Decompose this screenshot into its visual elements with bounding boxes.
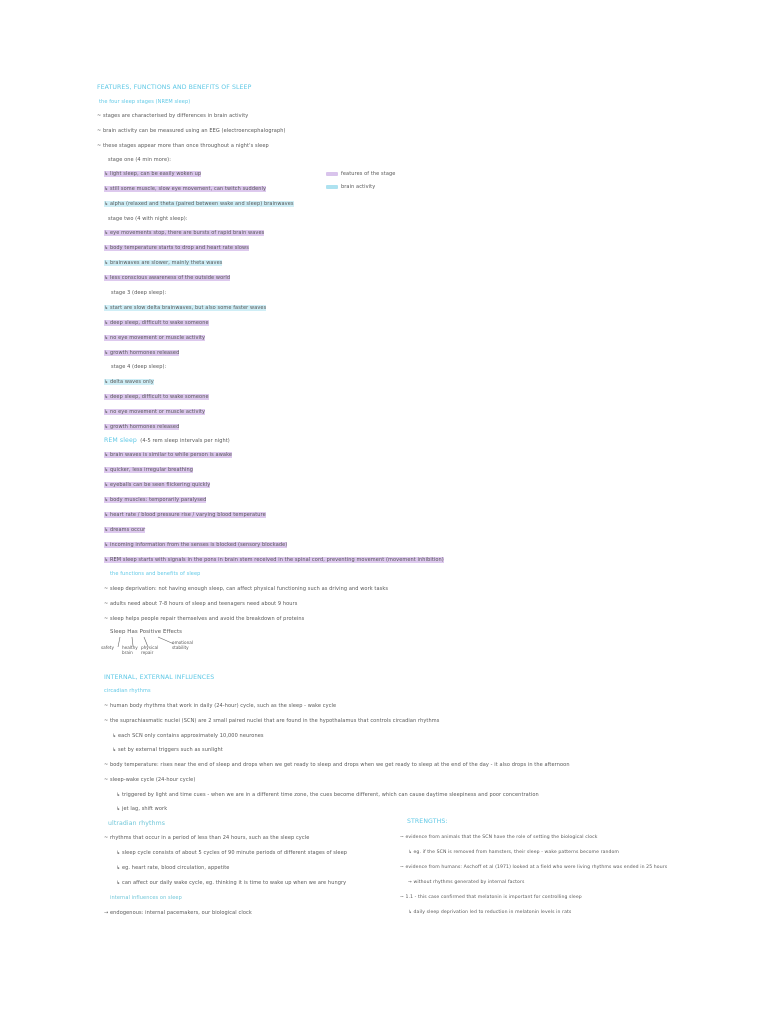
list-item: ↳ daily sleep deprivation led to reduction in melatonin levels in rats [408, 910, 572, 915]
highlight-feature: ↳ incoming information from the senses is blocked (sensory blockade) [104, 542, 288, 548]
highlight-feature: ↳ heart rate / blood pressure rise / varying blood temperature [104, 512, 266, 518]
highlight-feature: ↳ growth hormones released [104, 424, 180, 430]
list-item [104, 171, 201, 178]
list-item: ~ the suprachiasmatic nuclei (SCN) are 2 small paired nuclei that are found in the hypothalamus that controls circadian rhythms [104, 718, 440, 724]
list-item: ~ sleep-wake cycle (24-hour cycle) [104, 777, 196, 783]
list-item: ↳ jet lag, shift work [116, 806, 168, 812]
rem-note: (4-5 rem sleep intervals per night) [140, 438, 230, 444]
list-item [104, 260, 222, 267]
diagram-branch-brain: healthy brain [122, 645, 138, 655]
legend-swatch-brain [326, 185, 338, 189]
highlight-feature: ↳ quicker, less irregular breathing [104, 467, 193, 473]
list-item: ↳ set by external triggers such as sunlight [112, 747, 223, 753]
highlight-feature: ↳ deep sleep, difficult to wake someone [104, 394, 209, 400]
list-item: ↳ can affect our daily wake cycle, eg. thinking it is time to wake up when we are hungry [116, 880, 347, 886]
list-item: → without rhythms generated by internal factors [408, 880, 525, 885]
list-item [104, 320, 209, 327]
list-item: ~ rhythms that occur in a period of less than 24 hours, such as the sleep cycle [104, 835, 310, 841]
highlight-feature: ↳ brain waves is similar to while person is awake [104, 452, 233, 458]
list-item [104, 350, 179, 357]
intro-line: ~ these stages appear more than once throughout a night's sleep [97, 143, 269, 149]
highlight-brain: ↳ alpha (relaxed and theta (paired between wake and sleep) brainwaves [104, 201, 294, 207]
list-item [104, 512, 266, 519]
highlight-feature: ↳ REM sleep starts with signals in the pons in brain stem received in the spinal cord, preventing movement (movement inhibition) [104, 557, 444, 563]
highlight-feature: ↳ growth hormones released [104, 350, 180, 356]
stage-title: stage 3 (deep sleep): [111, 290, 167, 296]
highlight-feature: ↳ dreams occur [104, 527, 146, 533]
legend-label-features: features of the stage [341, 171, 396, 177]
list-item [104, 275, 230, 282]
section-heading: INTERNAL, EXTERNAL INFLUENCES [104, 674, 215, 681]
list-item: ↳ sleep cycle consists of about 5 cycles of 90 minute periods of different stages of sleep [116, 850, 348, 856]
highlight-feature: ↳ light sleep, can be easily woken up [104, 171, 202, 177]
list-item [104, 542, 287, 549]
list-item [104, 379, 154, 386]
list-item [104, 467, 193, 474]
intro-line: ~ stages are characterised by differences in brain activity [97, 113, 249, 119]
list-item: ↳ eg. if the SCN is removed from hamsters, their sleep - wake patterns become random [408, 850, 619, 855]
stage-title: stage 4 (deep sleep): [111, 364, 167, 370]
section-heading: the functions and benefits of sleep [110, 571, 201, 577]
list-item [104, 394, 209, 401]
highlight-feature: ↳ still some muscle, slow eye movement, can twitch suddenly [104, 186, 267, 192]
rem-title: REM sleep [104, 437, 137, 444]
list-item: ~ 1.1 - this case confirmed that melatonin is important for controlling sleep [400, 895, 582, 900]
list-item [104, 452, 232, 459]
list-item [104, 186, 266, 193]
list-item [104, 424, 179, 431]
list-item: ↳ triggered by light and time cues - when we are in a different time zone, the cues become different, which can cause daytime sleepiness and poor concentration [116, 792, 539, 798]
list-item: ~ body temperature: rises near the end of sleep and drops when we get ready to sleep and drops when we get ready to sleep at the end of the day - it also drops in the afternoon [104, 762, 570, 768]
list-item: ~ evidence from humans: Aschoff et al (1971) looked at a field who were living rhythms was ended in 25 hours [400, 865, 668, 870]
list-item [104, 201, 294, 208]
section-subtitle: the four sleep stages (NREM sleep) [99, 99, 191, 105]
list-item [104, 335, 205, 342]
diagram-branch-emotional: emotional stability [172, 640, 193, 650]
highlight-brain: ↳ start are slow delta brainwaves, but also some faster waves [104, 305, 267, 311]
highlight-feature: ↳ less conscious awareness of the outside world [104, 275, 231, 281]
highlight-brain: ↳ brainwaves are slower, mainly theta waves [104, 260, 223, 266]
list-item: ~ human body rhythms that work in daily (24-hour) cycle, such as the sleep - wake cycle [104, 703, 337, 709]
highlight-feature: ↳ no eye movement or muscle activity [104, 335, 206, 341]
highlight-feature: ↳ body temperature starts to drop and heart rate slows [104, 245, 249, 251]
page-title: FEATURES, FUNCTIONS AND BENEFITS OF SLEEP [97, 84, 252, 91]
list-item: ~ evidence from animals that the SCN have the role of setting the biological clock [400, 835, 598, 840]
highlight-feature: ↳ eye movements stop, there are bursts of rapid brain waves [104, 230, 265, 236]
highlight-brain: ↳ delta waves only [104, 379, 154, 385]
diagram-branch-repair: physical repair [141, 645, 159, 655]
list-item [104, 557, 444, 564]
list-item: ~ sleep deprivation: not having enough sleep, can affect physical functioning such as driving and work tasks [104, 586, 389, 592]
diagram-title: Sleep Has Positive Effects [110, 629, 183, 635]
list-item: ↳ each SCN only contains approximately 10,000 neurones [112, 733, 264, 739]
list-item: ~ adults need about 7-8 hours of sleep and teenagers need about 9 hours [104, 601, 298, 607]
list-item [104, 527, 145, 534]
stage-title: stage two (4 with night sleep): [108, 216, 188, 222]
highlight-feature: ↳ eyeballs can be seen flickering quickly [104, 482, 211, 488]
diagram-branch-safety: safety [101, 645, 114, 650]
intro-line: ~ brain activity can be measured using an EEG (electroencephalograph) [97, 128, 286, 134]
section-subheading: ultradian rhythms [108, 820, 166, 827]
list-item [104, 305, 266, 312]
list-item: ↳ eg. heart rate, blood circulation, appetite [116, 865, 230, 871]
highlight-feature: ↳ deep sleep, difficult to wake someone [104, 320, 209, 326]
list-item [104, 409, 205, 416]
list-item [104, 230, 264, 237]
list-item: ~ sleep helps people repair themselves and avoid the breakdown of proteins [104, 616, 305, 622]
list-item [104, 482, 210, 489]
section-heading: STRENGTHS: [407, 818, 448, 825]
section-subheading: circadian rhythms [104, 688, 151, 694]
legend-swatch-features [326, 172, 338, 176]
highlight-feature: ↳ body muscles: temporarily paralysed [104, 497, 207, 503]
list-item [104, 245, 249, 252]
stage-title: stage one (4 min more): [108, 157, 171, 163]
highlight-feature: ↳ no eye movement or muscle activity [104, 409, 206, 415]
legend-label-brain: brain activity [341, 184, 376, 190]
list-item [104, 497, 206, 504]
list-item: → endogenous: internal pacemakers, our biological clock [104, 910, 252, 916]
section-subheading: internal influences on sleep [110, 895, 182, 901]
rem-heading [104, 437, 230, 445]
